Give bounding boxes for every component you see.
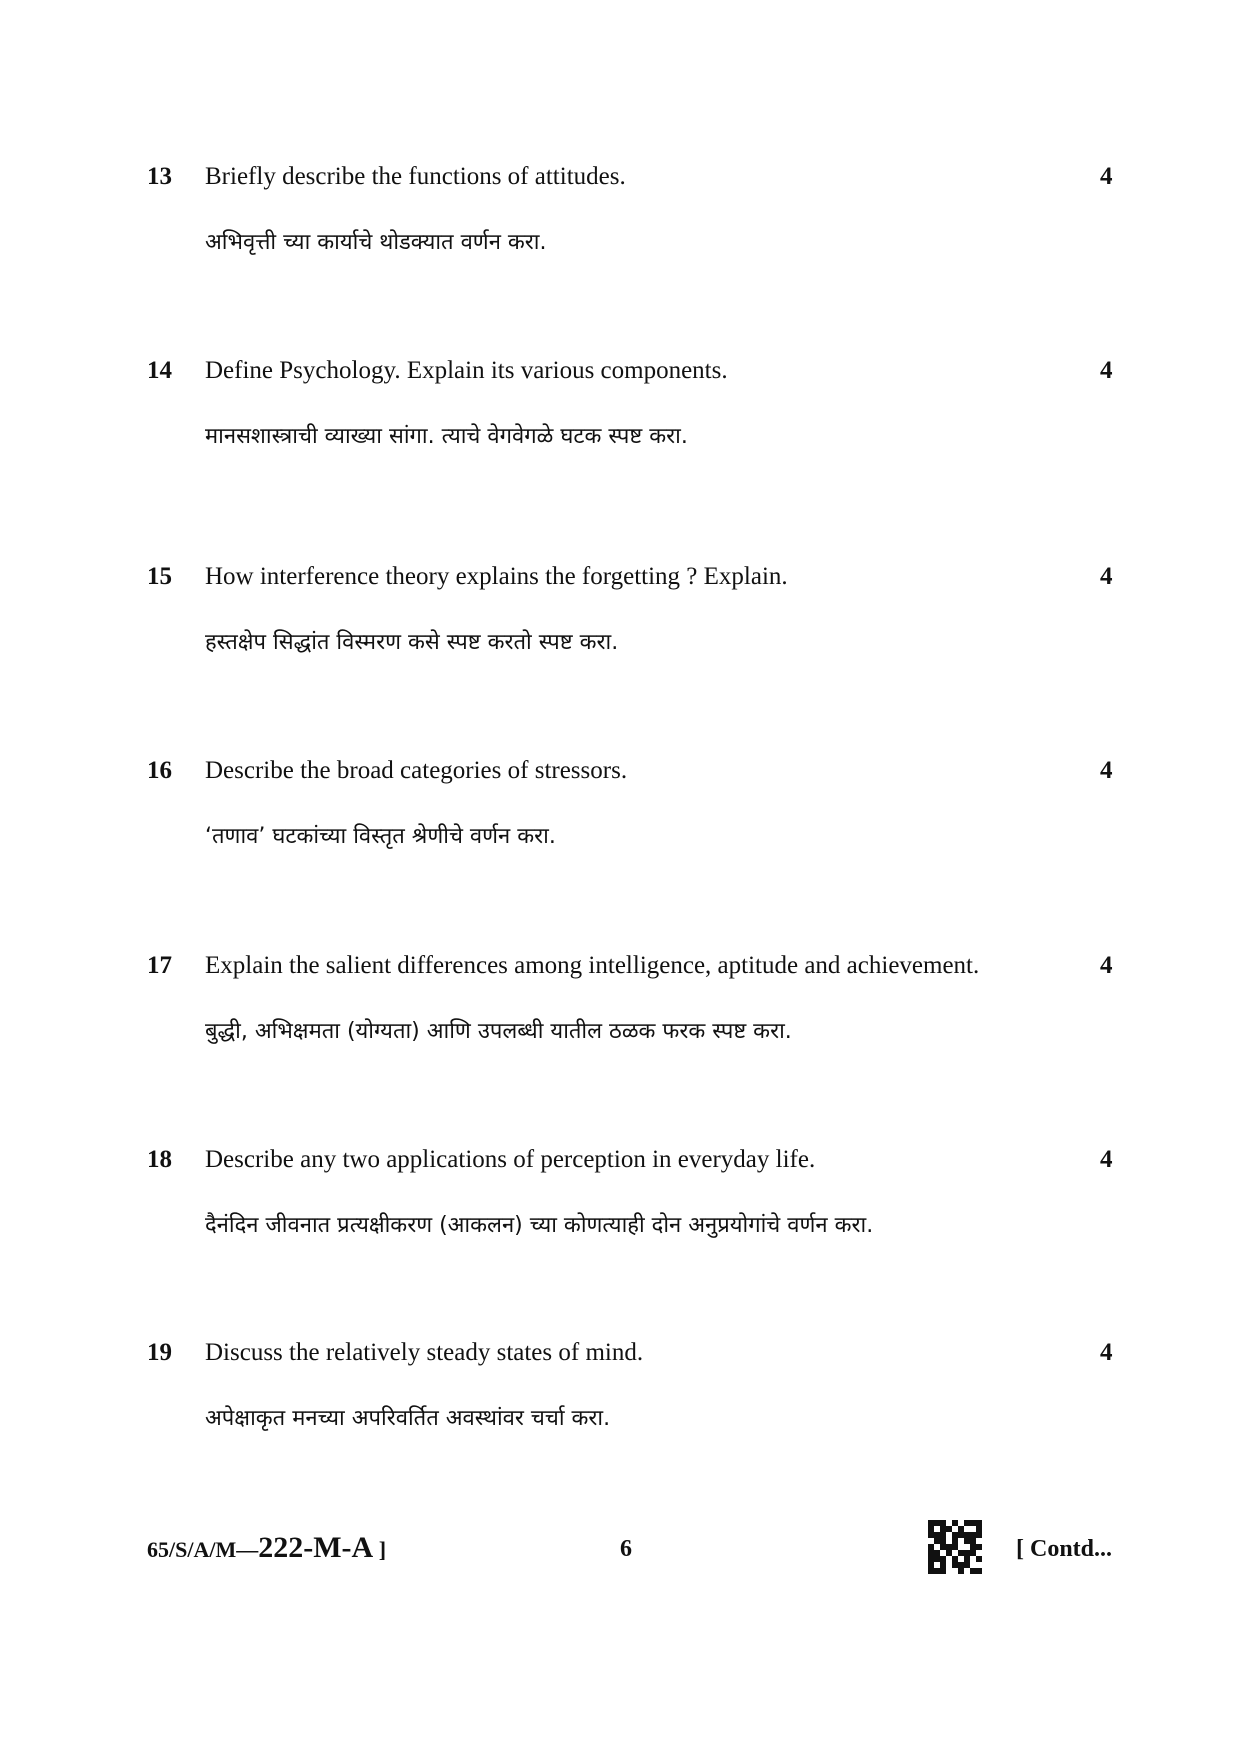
question-text-english: Describe any two applications of perception in everyday life. [205, 1146, 816, 1173]
qr-code-icon [928, 1520, 982, 1574]
question-text-english: Describe the broad categories of stressors. [205, 757, 628, 784]
question-marks: 4 [1100, 757, 1113, 784]
page-number: 6 [620, 1536, 632, 1562]
question-18 [0, 1145, 1240, 1265]
paper-code-main: 222-M-A [258, 1531, 374, 1564]
paper-code-prefix: 65/S/A/M— [147, 1537, 259, 1562]
question-marks: 4 [1100, 563, 1113, 590]
paper-code [147, 1530, 386, 1568]
question-number: 17 [147, 952, 172, 979]
question-marks: 4 [1100, 1339, 1113, 1366]
question-marks: 4 [1100, 163, 1113, 190]
question-number: 14 [147, 357, 172, 384]
question-14 [0, 356, 1240, 476]
question-text-marathi: ‘तणाव’ घटकांच्या विस्तृत श्रेणीचे वर्णन करा. [205, 824, 556, 849]
question-text-english: Explain the salient differences among intelligence, aptitude and achievement. [205, 952, 980, 979]
question-text-marathi: अपेक्षाकृत मनच्या अपरिवर्तित अवस्थांवर चर्चा करा. [205, 1406, 611, 1431]
question-text-marathi: मानसशास्त्राची व्याख्या सांगा. त्याचे वेगवेगळे घटक स्पष्ट करा. [205, 424, 688, 449]
question-text-marathi: अभिवृत्ती च्या कार्याचे थोडक्यात वर्णन करा. [205, 230, 547, 255]
question-number: 13 [147, 163, 172, 190]
question-17 [0, 951, 1240, 1071]
question-text-marathi: दैनंदिन जीवनात प्रत्यक्षीकरण (आकलन) च्या कोणत्याही दोन अनुप्रयोगांचे वर्णन करा. [205, 1213, 874, 1238]
continued-label: [ Contd... [1016, 1536, 1113, 1562]
question-number: 18 [147, 1146, 172, 1173]
question-number: 19 [147, 1339, 172, 1366]
question-marks: 4 [1100, 952, 1113, 979]
question-marks: 4 [1100, 357, 1113, 384]
question-text-english: Discuss the relatively steady states of mind. [205, 1339, 644, 1366]
question-text-english: Briefly describe the functions of attitudes. [205, 163, 626, 190]
paper-code-suffix: ] [373, 1537, 387, 1562]
question-text-marathi: हस्तक्षेप सिद्धांत विस्मरण कसे स्पष्ट करतो स्पष्ट करा. [205, 630, 619, 655]
question-15 [0, 562, 1240, 682]
question-19 [0, 1338, 1240, 1458]
question-16 [0, 756, 1240, 876]
question-number: 15 [147, 563, 172, 590]
question-text-english: How interference theory explains the forgetting ? Explain. [205, 563, 788, 590]
question-text-english: Define Psychology. Explain its various components. [205, 357, 728, 384]
question-marks: 4 [1100, 1146, 1113, 1173]
question-number: 16 [147, 757, 172, 784]
question-text-marathi: बुद्धी, अभिक्षमता (योग्यता) आणि उपलब्धी यातील ठळक फरक स्पष्ट करा. [205, 1019, 792, 1044]
question-13 [0, 162, 1240, 282]
